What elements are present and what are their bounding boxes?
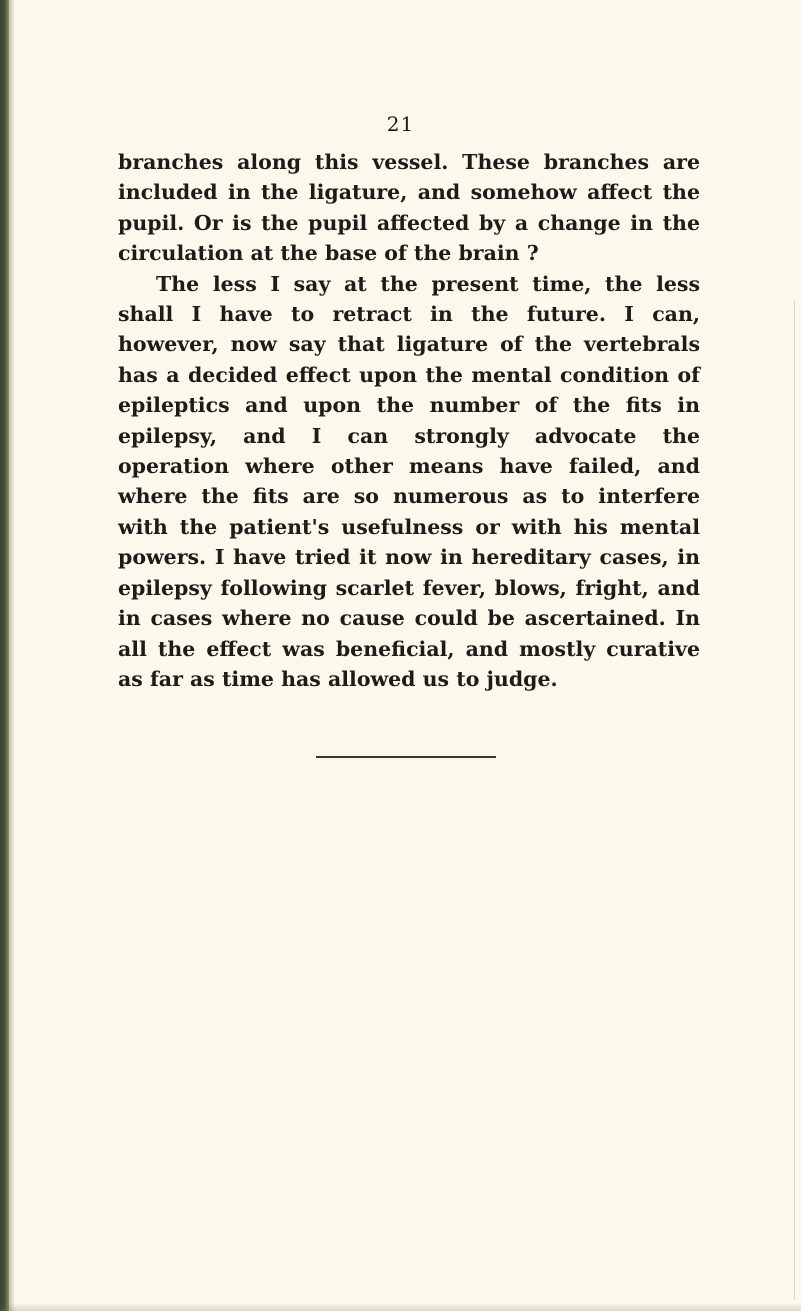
book-binding-edge [0, 0, 9, 1311]
section-end-rule [316, 756, 496, 758]
binding-shadow [9, 0, 15, 1311]
paragraph-1: branches along this vessel. These branches are included in the ligature, and somehow affect the pupil. Or is the pupil affected by a change in the circulation at the base of the brain ? [118, 150, 700, 266]
page-right-edge [794, 300, 795, 1300]
body-text [118, 147, 700, 694]
page-number: 21 [386, 112, 415, 136]
page-bottom-edge [0, 1303, 801, 1311]
paragraph-2: The less I say at the present time, the less shall I have to retract in the future. I can, however, now say that ligature of the vertebrals has a decided effect upon the mental condition of epileptics and upon the number of the fits in epilepsy, and I can strongly advocate the operation where other means have failed, and where the fits are so numerous as to interfere with the patient's usefulness or with his mental powers. I have tried it now in hereditary cases, in epilepsy following scarlet fever, blows, fright, and in cases where no cause could be ascertained. In all the effect was beneficial, and mostly curative as far as time has allowed us to judge. [118, 271, 700, 691]
